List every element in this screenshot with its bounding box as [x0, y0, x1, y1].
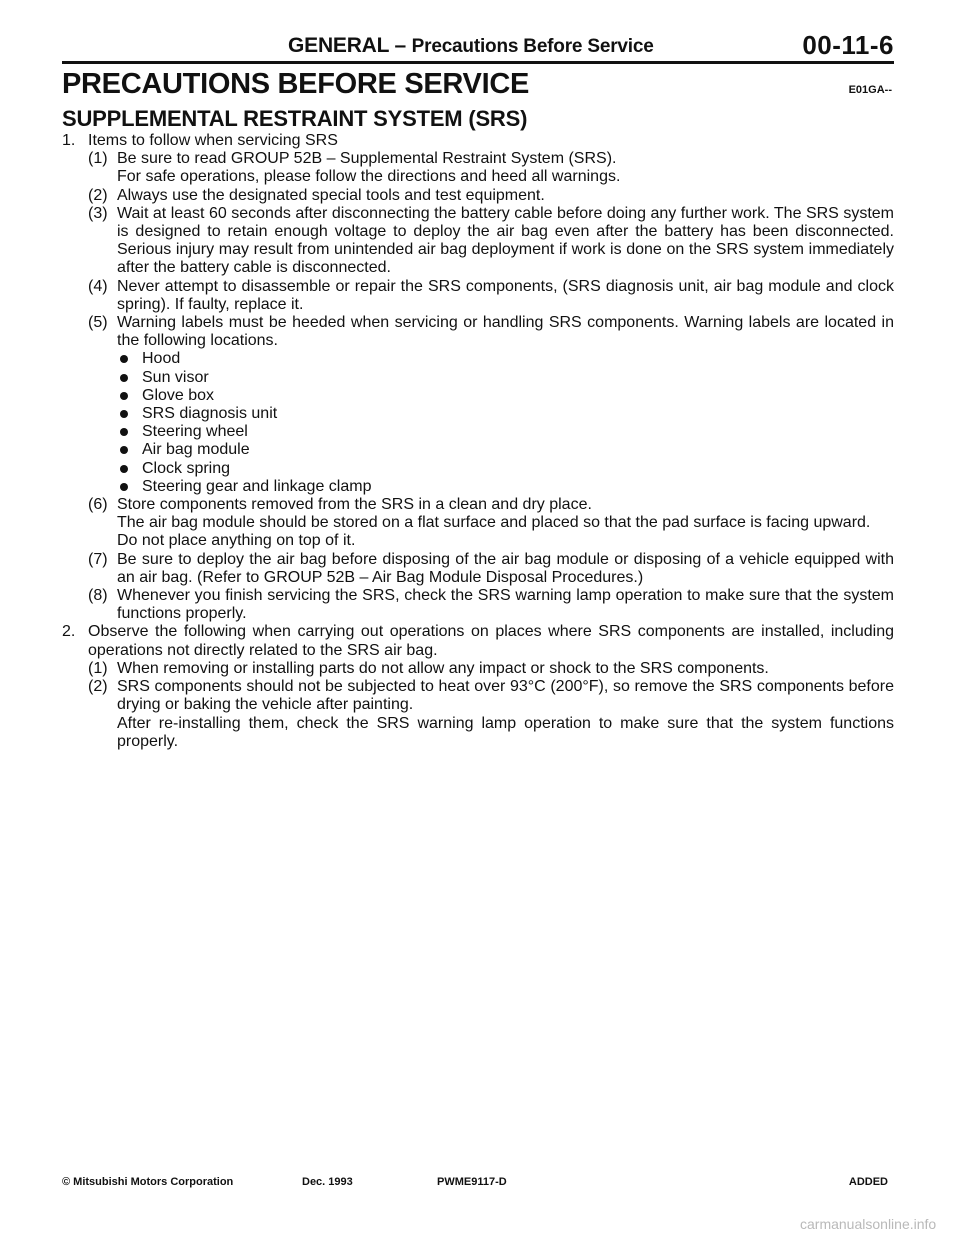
item-number: 1. [62, 132, 76, 149]
sub-item [62, 551, 894, 587]
footer-doc-code: PWME9117-D [437, 1176, 507, 1188]
sub-item-line: Be sure to read GROUP 52B – Supplemental Restraint System (SRS). [117, 150, 617, 168]
bullet-icon [120, 465, 128, 473]
sub-item-number: (7) [88, 550, 108, 568]
sub-item-line: Warning labels must be heeded when servicing or handling SRS components. Warning labels are located in the following locations. [117, 314, 894, 350]
sub-item-number: (2) [88, 186, 108, 204]
bullet-item [62, 423, 894, 441]
sub-item-line: Always use the designated special tools and test equipment. [117, 186, 545, 204]
sub-item-line: Be sure to deploy the air bag before disposing of the air bag module or disposing of a vehicle equipped with an air bag. (Refer to GROUP 52B – Air Bag Module Disposal Procedures.) [117, 550, 894, 586]
sub-item [62, 587, 894, 623]
page-footer [62, 1176, 894, 1196]
bullet-text: Air bag module [142, 441, 250, 459]
sub-item-line: For safe operations, please follow the directions and heed all warnings. [117, 168, 621, 186]
sub-item-number: (2) [88, 678, 108, 696]
header-subtitle: Precautions Before Service [411, 36, 654, 57]
sub-item-number: (1) [88, 150, 108, 168]
sub-item-line: Wait at least 60 seconds after disconnecting the battery cable before doing any further work. The SRS system is designed to retain enough voltage to deploy the air bag even after the battery has been disconnected. Serious injury may result from unintended air bag deployment if work is done on the SRS system immediately after the battery cable is disconnected. [117, 204, 894, 277]
bullet-item [62, 441, 894, 459]
bullet-text: SRS diagnosis unit [142, 405, 278, 423]
sub-item-number: (5) [88, 314, 108, 332]
watermark: carmanualsonline.info [800, 1216, 937, 1232]
sub-item [62, 678, 894, 751]
footer-date: Dec. 1993 [302, 1176, 353, 1188]
bullet-item [62, 350, 894, 368]
sub-item-number: (1) [88, 659, 108, 677]
bullet-item [62, 478, 894, 496]
sub-item [62, 314, 894, 350]
sub-item-line: Never attempt to disassemble or repair the SRS components, (SRS diagnosis unit, air bag module and clock spring). If faulty, replace it. [117, 277, 894, 313]
section-title: SUPPLEMENTAL RESTRAINT SYSTEM (SRS) [62, 106, 528, 131]
sub-item-line: Do not place anything on top of it. [117, 532, 356, 550]
sub-item-line: Whenever you finish servicing the SRS, check the SRS warning lamp operation to make sure that the system functions properly. [117, 587, 894, 623]
main-title: PRECAUTIONS BEFORE SERVICE [62, 68, 530, 100]
header-title [288, 34, 654, 58]
sub-item [62, 187, 894, 205]
bullet-text: Glove box [142, 386, 215, 404]
bullet-text: Sun visor [142, 368, 209, 386]
item-text: Observe the following when carrying out operations on places where SRS components are installed, including operations not directly related to the SRS air bag. [88, 623, 894, 659]
sub-item-line: The air bag module should be stored on a flat surface and placed so that the pad surface is facing upward. [117, 514, 871, 532]
bullet-item [62, 460, 894, 478]
header-rule [62, 61, 894, 64]
bullet-text: Hood [142, 350, 181, 368]
bullet-item [62, 405, 894, 423]
page-header [228, 30, 894, 64]
procedure-body [62, 132, 894, 751]
sub-item-line: SRS components should not be subjected to heat over 93°C (200°F), so remove the SRS components before drying or baking the vehicle after painting. [117, 678, 894, 714]
item-text: Items to follow when servicing SRS [88, 132, 338, 149]
bullet-text: Steering wheel [142, 423, 248, 441]
section-code: E01GA-- [848, 84, 892, 96]
bullet-icon [120, 428, 128, 436]
bullet-icon [120, 374, 128, 382]
sub-item-line: After re-installing them, check the SRS warning lamp operation to make sure that the system functions properly. [117, 714, 894, 750]
sub-item-number: (8) [88, 587, 108, 605]
footer-copyright: © Mitsubishi Motors Corporation [62, 1176, 234, 1188]
sub-item [62, 205, 894, 278]
footer-status: ADDED [848, 1176, 888, 1188]
list-item [62, 623, 894, 659]
bullet-icon [120, 483, 128, 491]
sub-item [62, 660, 894, 678]
sub-item-number: (6) [88, 496, 108, 514]
bullet-icon [120, 355, 128, 363]
bullet-text: Clock spring [142, 459, 231, 477]
bullet-text: Steering gear and linkage clamp [142, 477, 372, 495]
sub-item-number: (3) [88, 204, 108, 222]
bullet-item [62, 369, 894, 387]
bullet-icon [120, 410, 128, 418]
sub-item [62, 496, 894, 551]
list-item [62, 132, 894, 150]
item-number: 2. [62, 623, 76, 641]
bullet-icon [120, 446, 128, 454]
header-title-general: GENERAL – [288, 34, 407, 57]
sub-item [62, 150, 894, 186]
bullet-icon [120, 392, 128, 400]
sub-item-line: Store components removed from the SRS in a clean and dry place. [117, 496, 592, 514]
bullet-item [62, 387, 894, 405]
sub-item [62, 278, 894, 314]
page-code: 00-11-6 [802, 30, 894, 60]
sub-item-line: When removing or installing parts do not allow any impact or shock to the SRS components. [117, 659, 769, 677]
sub-item-number: (4) [88, 277, 108, 295]
